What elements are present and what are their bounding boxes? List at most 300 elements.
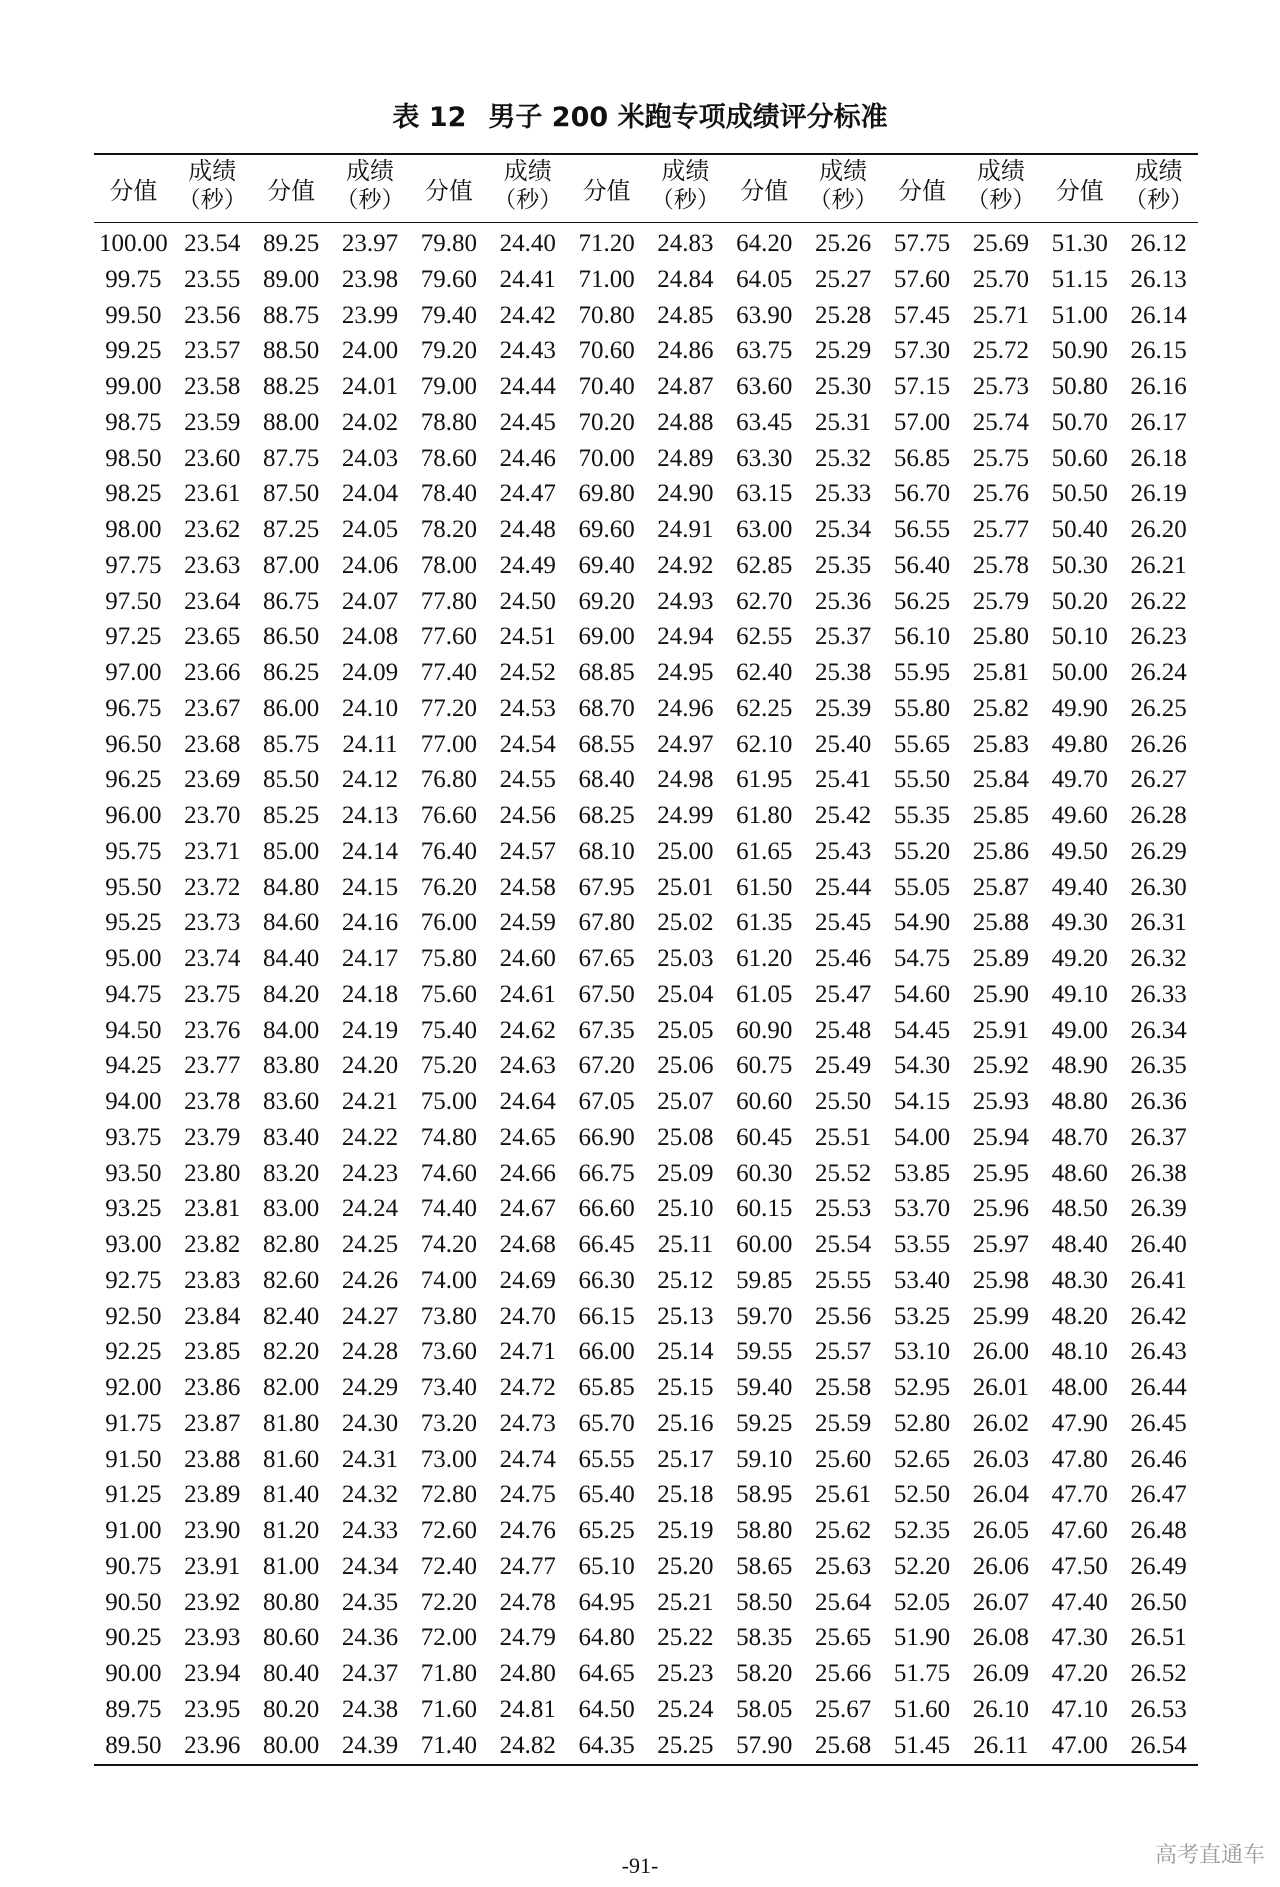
result-cell: 24.18 xyxy=(341,980,399,1008)
score-cell: 66.45 xyxy=(578,1231,635,1258)
table-row xyxy=(94,1227,1198,1263)
score-cell: 49.40 xyxy=(1051,873,1108,901)
result-cell: 24.14 xyxy=(341,837,399,865)
result-cell: 24.82 xyxy=(499,1731,556,1759)
score-cell: 67.50 xyxy=(578,980,635,1008)
score-cell: 94.00 xyxy=(105,1088,162,1115)
score-cell: 53.55 xyxy=(893,1231,951,1258)
result-cell: 25.76 xyxy=(972,480,1029,508)
score-cell: 82.20 xyxy=(263,1338,320,1366)
result-cell: 24.70 xyxy=(499,1302,556,1330)
result-cell: 26.44 xyxy=(1130,1374,1187,1401)
result-cell: 26.26 xyxy=(1130,730,1187,758)
score-cell: 71.40 xyxy=(420,1731,477,1759)
result-cell: 24.07 xyxy=(341,587,399,615)
score-cell: 87.50 xyxy=(263,480,320,508)
result-cell: 24.22 xyxy=(341,1123,399,1151)
score-cell: 98.00 xyxy=(105,516,162,543)
score-cell: 52.65 xyxy=(893,1445,951,1473)
result-cell: 24.63 xyxy=(499,1052,556,1080)
score-cell: 58.20 xyxy=(736,1660,793,1687)
header-score-column xyxy=(94,155,173,222)
score-cell: 98.50 xyxy=(105,444,162,472)
result-cell: 24.39 xyxy=(341,1731,399,1759)
header-result-column xyxy=(646,155,725,222)
result-cell: 24.23 xyxy=(341,1159,399,1187)
header-unit: （秒） xyxy=(177,187,247,213)
result-cell: 24.62 xyxy=(499,1016,556,1044)
score-cell: 90.25 xyxy=(105,1624,162,1652)
table-header-row xyxy=(94,155,1198,223)
score-cell: 83.00 xyxy=(263,1195,320,1223)
result-cell: 24.76 xyxy=(499,1517,556,1544)
score-cell: 78.60 xyxy=(420,444,477,472)
result-cell: 25.47 xyxy=(815,980,872,1008)
table-row xyxy=(94,691,1198,727)
result-cell: 24.93 xyxy=(657,587,714,615)
score-cell: 76.20 xyxy=(420,873,477,901)
result-cell: 25.83 xyxy=(972,730,1029,758)
score-cell: 87.25 xyxy=(263,516,320,543)
result-cell: 26.10 xyxy=(972,1695,1029,1723)
score-cell: 64.95 xyxy=(578,1588,635,1616)
score-cell: 48.10 xyxy=(1051,1338,1108,1366)
score-cell: 52.80 xyxy=(893,1409,951,1437)
score-cell: 99.50 xyxy=(105,301,162,329)
score-cell: 82.80 xyxy=(263,1231,320,1258)
score-cell: 99.75 xyxy=(105,265,162,293)
score-cell: 56.55 xyxy=(893,516,951,543)
result-cell: 24.17 xyxy=(341,945,399,972)
table-row xyxy=(94,333,1198,369)
result-cell: 25.46 xyxy=(815,945,872,972)
result-cell: 25.62 xyxy=(815,1517,872,1544)
result-cell: 23.56 xyxy=(184,301,241,329)
score-cell: 67.20 xyxy=(578,1052,635,1080)
table-row xyxy=(94,941,1198,977)
result-cell: 24.85 xyxy=(657,301,714,329)
result-cell: 24.78 xyxy=(499,1588,556,1616)
result-cell: 25.32 xyxy=(815,444,872,472)
score-cell: 96.75 xyxy=(105,694,162,722)
score-cell: 96.50 xyxy=(105,730,162,758)
result-cell: 25.81 xyxy=(972,659,1029,686)
score-cell: 86.25 xyxy=(263,659,320,686)
result-cell: 25.79 xyxy=(972,587,1029,615)
result-cell: 25.69 xyxy=(972,230,1029,257)
result-cell: 23.73 xyxy=(184,909,241,937)
result-cell: 25.80 xyxy=(972,623,1029,651)
score-cell: 98.75 xyxy=(105,408,162,436)
score-cell: 60.90 xyxy=(736,1016,793,1044)
score-cell: 77.00 xyxy=(420,730,477,758)
result-cell: 25.37 xyxy=(815,623,872,651)
score-cell: 100.00 xyxy=(99,230,168,257)
score-cell: 48.80 xyxy=(1051,1088,1108,1115)
result-cell: 26.32 xyxy=(1130,945,1187,972)
score-cell: 65.25 xyxy=(578,1517,635,1544)
result-cell: 25.86 xyxy=(972,837,1029,865)
result-cell: 26.15 xyxy=(1130,337,1187,365)
score-cell: 53.40 xyxy=(893,1266,951,1294)
score-cell: 67.80 xyxy=(578,909,635,937)
score-cell: 69.20 xyxy=(578,587,635,615)
result-cell: 26.27 xyxy=(1130,766,1187,794)
score-cell: 86.00 xyxy=(263,694,320,722)
result-cell: 23.77 xyxy=(184,1052,241,1080)
result-cell: 24.12 xyxy=(341,766,399,794)
score-cell: 51.60 xyxy=(893,1695,951,1723)
score-cell: 51.00 xyxy=(1051,301,1108,329)
result-cell: 25.48 xyxy=(815,1016,872,1044)
score-cell: 84.80 xyxy=(263,873,320,901)
score-cell: 72.20 xyxy=(420,1588,477,1616)
table-row xyxy=(94,226,1198,262)
result-cell: 23.72 xyxy=(184,873,241,901)
result-cell: 24.84 xyxy=(657,265,714,293)
score-cell: 71.60 xyxy=(420,1695,477,1723)
score-cell: 48.20 xyxy=(1051,1302,1108,1330)
result-cell: 25.31 xyxy=(815,408,872,436)
result-cell: 25.88 xyxy=(972,909,1029,937)
score-cell: 59.10 xyxy=(736,1445,793,1473)
score-cell: 48.60 xyxy=(1051,1159,1108,1187)
result-cell: 25.63 xyxy=(815,1552,872,1580)
score-cell: 65.55 xyxy=(578,1445,635,1473)
score-cell: 70.60 xyxy=(578,337,635,365)
score-cell: 85.00 xyxy=(263,837,320,865)
score-cell: 61.65 xyxy=(736,837,793,865)
score-cell: 56.40 xyxy=(893,551,951,579)
score-cell: 64.50 xyxy=(578,1695,635,1723)
result-cell: 24.81 xyxy=(499,1695,556,1723)
score-cell: 69.60 xyxy=(578,516,635,543)
score-cell: 60.30 xyxy=(736,1159,793,1187)
result-cell: 25.25 xyxy=(657,1731,714,1759)
score-cell: 48.90 xyxy=(1051,1052,1108,1080)
table-row xyxy=(94,298,1198,334)
result-cell: 25.51 xyxy=(815,1123,872,1151)
result-cell: 25.65 xyxy=(815,1624,872,1652)
result-cell: 26.45 xyxy=(1130,1409,1187,1437)
score-cell: 72.00 xyxy=(420,1624,477,1652)
score-cell: 69.80 xyxy=(578,480,635,508)
score-cell: 91.25 xyxy=(105,1481,162,1509)
result-cell: 23.63 xyxy=(184,551,241,579)
score-cell: 77.60 xyxy=(420,623,477,651)
score-cell: 84.60 xyxy=(263,909,320,937)
score-cell: 48.50 xyxy=(1051,1195,1108,1223)
score-cell: 79.00 xyxy=(420,373,477,400)
result-cell: 24.86 xyxy=(657,337,714,365)
score-cell: 50.10 xyxy=(1051,623,1108,651)
result-cell: 25.66 xyxy=(815,1660,872,1687)
score-cell: 86.75 xyxy=(263,587,320,615)
table-row xyxy=(94,405,1198,441)
result-cell: 24.73 xyxy=(499,1409,556,1437)
result-cell: 25.29 xyxy=(815,337,872,365)
score-cell: 85.50 xyxy=(263,766,320,794)
result-cell: 23.87 xyxy=(184,1409,241,1437)
score-cell: 55.95 xyxy=(893,659,951,686)
score-cell: 75.40 xyxy=(420,1016,477,1044)
score-cell: 57.60 xyxy=(893,265,951,293)
header-unit: （秒） xyxy=(1124,187,1194,213)
score-cell: 62.25 xyxy=(736,694,793,722)
result-cell: 23.95 xyxy=(184,1695,241,1723)
result-cell: 25.92 xyxy=(972,1052,1029,1080)
table-row xyxy=(94,1120,1198,1156)
result-cell: 25.10 xyxy=(657,1195,714,1223)
table-row xyxy=(94,1013,1198,1049)
score-cell: 65.10 xyxy=(578,1552,635,1580)
score-cell: 68.70 xyxy=(578,694,635,722)
result-cell: 26.23 xyxy=(1130,623,1187,651)
header-label: 成绩 xyxy=(819,157,868,185)
score-cell: 78.20 xyxy=(420,516,477,543)
result-cell: 24.49 xyxy=(499,551,556,579)
result-cell: 25.07 xyxy=(657,1088,714,1115)
score-cell: 47.10 xyxy=(1051,1695,1108,1723)
result-cell: 25.05 xyxy=(657,1016,714,1044)
result-cell: 26.28 xyxy=(1130,802,1187,829)
score-cell: 78.00 xyxy=(420,551,477,579)
result-cell: 25.87 xyxy=(972,873,1029,901)
score-cell: 56.10 xyxy=(893,623,951,651)
score-cell: 53.85 xyxy=(893,1159,951,1187)
header-label: 分值 xyxy=(897,177,946,205)
score-cell: 96.25 xyxy=(105,766,162,794)
score-cell: 60.45 xyxy=(736,1123,793,1151)
result-cell: 25.54 xyxy=(815,1231,872,1258)
score-cell: 49.20 xyxy=(1051,945,1108,972)
score-cell: 61.80 xyxy=(736,802,793,829)
score-cell: 59.85 xyxy=(736,1266,793,1294)
result-cell: 24.48 xyxy=(499,516,556,543)
result-cell: 26.08 xyxy=(972,1624,1029,1652)
result-cell: 26.42 xyxy=(1130,1302,1187,1330)
result-cell: 24.24 xyxy=(341,1195,399,1223)
score-cell: 90.00 xyxy=(105,1660,162,1687)
result-cell: 23.84 xyxy=(184,1302,241,1330)
result-cell: 26.24 xyxy=(1130,659,1187,686)
score-cell: 83.60 xyxy=(263,1088,320,1115)
result-cell: 26.02 xyxy=(972,1409,1029,1437)
score-cell: 91.50 xyxy=(105,1445,162,1473)
result-cell: 23.99 xyxy=(341,301,399,329)
table-row xyxy=(94,619,1198,655)
result-cell: 25.89 xyxy=(972,945,1029,972)
score-cell: 56.85 xyxy=(893,444,951,472)
table-row xyxy=(94,1728,1198,1764)
result-cell: 24.05 xyxy=(341,516,399,543)
score-cell: 87.00 xyxy=(263,551,320,579)
score-cell: 58.80 xyxy=(736,1517,793,1544)
header-unit: （秒） xyxy=(335,187,405,213)
result-cell: 24.87 xyxy=(657,373,714,400)
result-cell: 26.52 xyxy=(1130,1660,1187,1687)
score-cell: 81.00 xyxy=(263,1552,320,1580)
score-cell: 49.60 xyxy=(1051,802,1108,829)
score-cell: 74.00 xyxy=(420,1266,477,1294)
score-cell: 57.45 xyxy=(893,301,951,329)
score-cell: 52.95 xyxy=(893,1374,951,1401)
result-cell: 25.67 xyxy=(815,1695,872,1723)
score-cell: 88.00 xyxy=(263,408,320,436)
result-cell: 23.58 xyxy=(184,373,241,400)
score-cell: 93.25 xyxy=(105,1195,162,1223)
score-cell: 80.20 xyxy=(263,1695,320,1723)
result-cell: 23.59 xyxy=(184,408,241,436)
header-unit: （秒） xyxy=(966,187,1036,213)
result-cell: 24.92 xyxy=(657,551,714,579)
result-cell: 24.79 xyxy=(499,1624,556,1652)
result-cell: 24.29 xyxy=(341,1374,399,1401)
page-number: -91- xyxy=(621,1853,659,1878)
score-cell: 48.00 xyxy=(1051,1374,1108,1401)
score-cell: 54.00 xyxy=(893,1123,951,1151)
table-row xyxy=(94,1549,1198,1585)
score-cell: 53.10 xyxy=(893,1338,951,1366)
header-label: 成绩 xyxy=(661,157,710,185)
score-cell: 51.15 xyxy=(1051,265,1108,293)
score-cell: 70.80 xyxy=(578,301,635,329)
table-row xyxy=(94,798,1198,834)
score-cell: 64.20 xyxy=(736,230,793,257)
score-cell: 60.60 xyxy=(736,1088,793,1115)
table-row xyxy=(94,1156,1198,1192)
score-cell: 63.60 xyxy=(736,373,793,400)
header-result-column xyxy=(173,155,252,222)
score-cell: 99.25 xyxy=(105,337,162,365)
score-cell: 81.40 xyxy=(263,1481,320,1509)
result-cell: 24.56 xyxy=(499,802,556,829)
result-cell: 25.95 xyxy=(972,1159,1029,1187)
result-cell: 24.02 xyxy=(341,408,399,436)
header-score-column xyxy=(883,155,962,222)
table-row xyxy=(94,1370,1198,1406)
result-cell: 23.67 xyxy=(184,694,241,722)
score-cell: 50.20 xyxy=(1051,587,1108,615)
table-title-text: 男子 200 米跑专项成绩评分标准 xyxy=(488,102,888,133)
score-cell: 98.25 xyxy=(105,480,162,508)
result-cell: 25.74 xyxy=(972,408,1029,436)
score-cell: 77.80 xyxy=(420,587,477,615)
score-cell: 55.65 xyxy=(893,730,951,758)
score-cell: 80.40 xyxy=(263,1660,320,1687)
score-cell: 49.70 xyxy=(1051,766,1108,794)
score-cell: 67.65 xyxy=(578,945,635,972)
result-cell: 25.71 xyxy=(972,301,1029,329)
score-cell: 83.40 xyxy=(263,1123,320,1151)
result-cell: 23.55 xyxy=(184,265,241,293)
table-row xyxy=(94,441,1198,477)
score-cell: 97.00 xyxy=(105,659,162,686)
score-cell: 61.20 xyxy=(736,945,793,972)
result-cell: 26.22 xyxy=(1130,587,1187,615)
score-cell: 73.20 xyxy=(420,1409,477,1437)
result-cell: 26.49 xyxy=(1130,1552,1187,1580)
score-cell: 62.85 xyxy=(736,551,793,579)
score-cell: 70.40 xyxy=(578,373,635,400)
score-cell: 75.80 xyxy=(420,945,477,972)
header-score-column xyxy=(252,155,331,222)
score-cell: 59.55 xyxy=(736,1338,793,1366)
result-cell: 26.00 xyxy=(972,1338,1029,1366)
score-cell: 50.50 xyxy=(1051,480,1108,508)
score-cell: 58.05 xyxy=(736,1695,793,1723)
result-cell: 24.40 xyxy=(499,230,556,257)
result-cell: 23.54 xyxy=(184,230,241,257)
result-cell: 26.07 xyxy=(972,1588,1029,1616)
score-cell: 60.75 xyxy=(736,1052,793,1080)
score-cell: 59.70 xyxy=(736,1302,793,1330)
result-cell: 24.95 xyxy=(657,659,714,686)
result-cell: 23.88 xyxy=(184,1445,241,1473)
result-cell: 26.09 xyxy=(972,1660,1029,1687)
score-cell: 90.75 xyxy=(105,1552,162,1580)
score-cell: 48.30 xyxy=(1051,1266,1108,1294)
score-cell: 92.25 xyxy=(105,1338,162,1366)
score-cell: 71.20 xyxy=(578,230,635,257)
score-cell: 88.50 xyxy=(263,337,320,365)
table-row xyxy=(94,1406,1198,1442)
result-cell: 25.34 xyxy=(815,516,872,543)
score-cell: 48.40 xyxy=(1051,1231,1108,1258)
header-label: 成绩 xyxy=(503,157,552,185)
result-cell: 24.64 xyxy=(499,1088,556,1115)
score-cell: 72.40 xyxy=(420,1552,477,1580)
result-cell: 24.16 xyxy=(341,909,399,937)
result-cell: 23.97 xyxy=(341,230,399,257)
result-cell: 25.45 xyxy=(815,909,872,937)
table-row xyxy=(94,1048,1198,1084)
score-cell: 66.90 xyxy=(578,1123,635,1151)
header-label: 成绩 xyxy=(976,157,1025,185)
result-cell: 24.52 xyxy=(499,659,556,686)
score-cell: 84.00 xyxy=(263,1016,320,1044)
result-cell: 25.28 xyxy=(815,301,872,329)
result-cell: 26.18 xyxy=(1130,444,1187,472)
score-cell: 94.75 xyxy=(105,980,162,1008)
result-cell: 24.59 xyxy=(499,909,556,937)
result-cell: 23.57 xyxy=(184,337,241,365)
result-cell: 24.32 xyxy=(341,1481,399,1509)
result-cell: 26.43 xyxy=(1130,1338,1187,1366)
table-row xyxy=(94,548,1198,584)
score-cell: 87.75 xyxy=(263,444,320,472)
result-cell: 24.51 xyxy=(499,623,556,651)
header-score-column xyxy=(409,155,488,222)
result-cell: 25.94 xyxy=(972,1123,1029,1151)
result-cell: 25.30 xyxy=(815,373,872,400)
result-cell: 24.27 xyxy=(341,1302,399,1330)
result-cell: 23.76 xyxy=(184,1016,241,1044)
result-cell: 25.60 xyxy=(815,1445,872,1473)
result-cell: 23.80 xyxy=(184,1159,241,1187)
score-cell: 52.05 xyxy=(893,1588,951,1616)
result-cell: 26.25 xyxy=(1130,694,1187,722)
score-cell: 47.00 xyxy=(1051,1731,1108,1759)
result-cell: 23.62 xyxy=(184,516,241,543)
result-cell: 24.54 xyxy=(499,730,556,758)
result-cell: 26.19 xyxy=(1130,480,1187,508)
score-cell: 63.30 xyxy=(736,444,793,472)
score-cell: 47.40 xyxy=(1051,1588,1108,1616)
result-cell: 25.42 xyxy=(815,802,872,829)
result-cell: 24.34 xyxy=(341,1552,399,1580)
score-cell: 57.00 xyxy=(893,408,951,436)
